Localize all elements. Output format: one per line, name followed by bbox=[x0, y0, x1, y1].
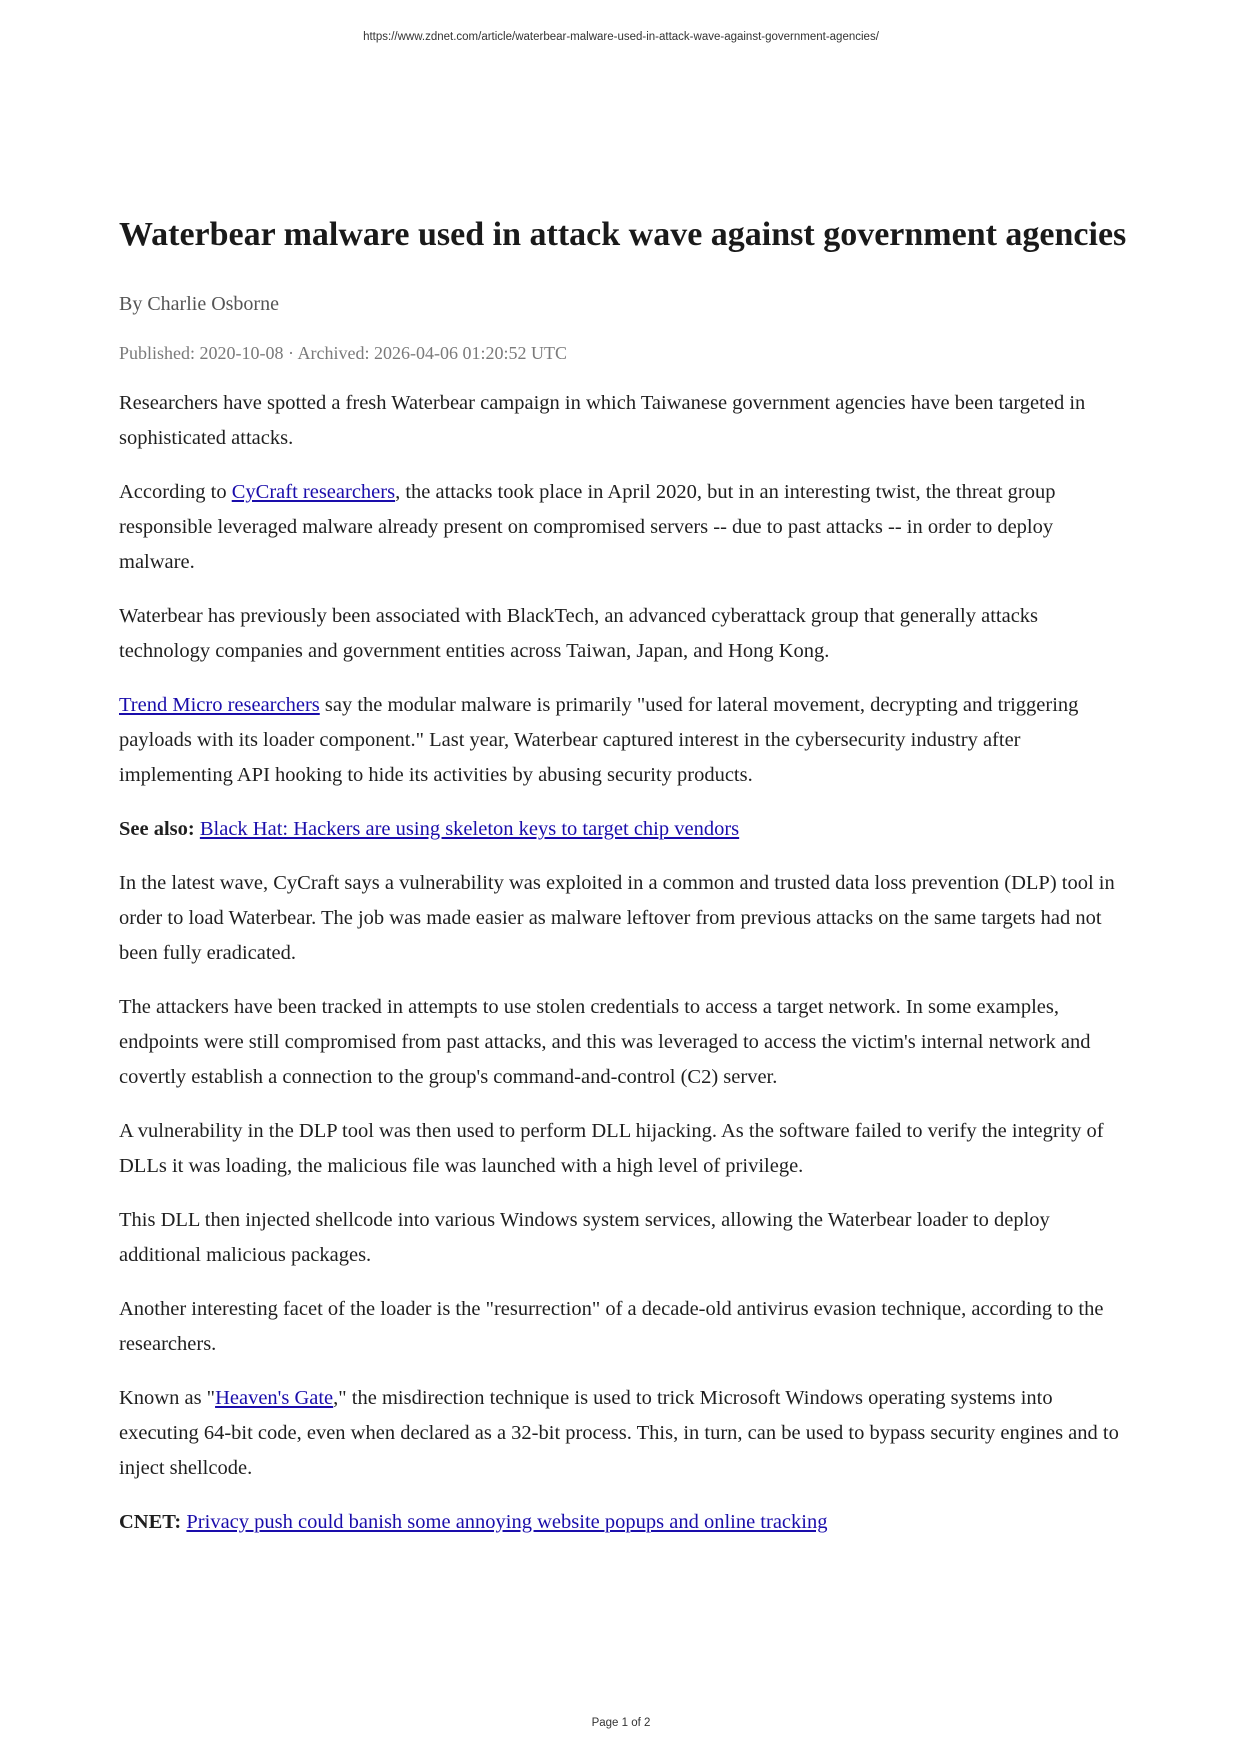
paragraph-2-text-after: , the attacks took place in April 2020, but in an interesting twist, the threat group responsible leveraged malware already present on compromised servers -- due to past attacks -- in order to deploy malware. bbox=[119, 481, 1056, 573]
see-also-link[interactable]: Black Hat: Hackers are using skeleton keys to target chip vendors bbox=[199, 818, 740, 840]
paragraph-2 bbox=[119, 475, 1129, 580]
see-also-label: See also: bbox=[119, 818, 195, 840]
paragraph-9: Another interesting facet of the loader is the "resurrection" of a decade-old antivirus evasion technique, according to the researchers. bbox=[119, 1298, 1104, 1355]
cnet-line bbox=[119, 1505, 1129, 1540]
paragraph-3: Waterbear has previously been associated with BlackTech, an advanced cyberattack group that generally attacks technology companies and government entities across Taiwan, Japan, and Hong Kong. bbox=[119, 605, 1039, 662]
cnet-label: CNET: bbox=[119, 1511, 182, 1533]
article-byline: By Charlie Osborne bbox=[119, 293, 279, 315]
page-url-header: https://www.zdnet.com/article/waterbear-malware-used-in-attack-wave-against-government-agencies/ bbox=[363, 31, 879, 43]
cycraft-researchers-link[interactable]: CyCraft researchers bbox=[231, 481, 396, 503]
article bbox=[119, 207, 1129, 1540]
paragraph-10 bbox=[119, 1381, 1129, 1486]
paragraph-5: In the latest wave, CyCraft says a vulnerability was exploited in a common and trusted data loss prevention (DLP) tool in order to load Waterbear. The job was made easier as malware leftover from previous attacks on the same targets had not been fully eradicated. bbox=[119, 872, 1115, 964]
article-meta: Published: 2020-10-08 · Archived: 2026-04-06 01:20:52 UTC bbox=[119, 343, 567, 363]
trend-micro-researchers-link[interactable]: Trend Micro researchers bbox=[119, 694, 320, 716]
cnet-link[interactable]: Privacy push could banish some annoying website popups and online tracking bbox=[186, 1511, 828, 1533]
paragraph-4 bbox=[119, 688, 1129, 793]
paragraph-10-text-after: ," the misdirection technique is used to trick Microsoft Windows operating systems into executing 64-bit code, even when declared as a 32-bit process. This, in turn, can be used to bypass security engines and to inject shellcode. bbox=[119, 1387, 1119, 1479]
paragraph-2-text-before: According to bbox=[119, 481, 232, 503]
paragraph-6: The attackers have been tracked in attempts to use stolen credentials to access a target network. In some examples, endpoints were still compromised from past attacks, and this was leveraged to access the victim's internal network and covertly establish a connection to the group's command-and-control (C2) server. bbox=[119, 996, 1091, 1088]
article-title: Waterbear malware used in attack wave against government agencies bbox=[119, 216, 1127, 253]
paragraph-4-text-after: say the modular malware is primarily "used for lateral movement, decrypting and triggering payloads with its loader component." Last year, Waterbear captured interest in the cybersecurity industry after implementing API hooking to hide its activities by abusing security products. bbox=[119, 694, 1079, 786]
paragraph-10-text-before: Known as " bbox=[119, 1387, 216, 1409]
page-number-footer: Page 1 of 2 bbox=[591, 1717, 651, 1729]
heavens-gate-link[interactable]: Heaven's Gate bbox=[215, 1387, 334, 1409]
paragraph-7: A vulnerability in the DLP tool was then used to perform DLL hijacking. As the software failed to verify the integrity of DLLs it was loading, the malicious file was launched with a high level of privilege. bbox=[119, 1120, 1104, 1177]
see-also-line bbox=[119, 812, 1129, 847]
paragraph-8: This DLL then injected shellcode into various Windows system services, allowing the Waterbear loader to deploy additional malicious packages. bbox=[119, 1209, 1050, 1266]
paragraph-1: Researchers have spotted a fresh Waterbear campaign in which Taiwanese government agencies have been targeted in sophisticated attacks. bbox=[119, 392, 1086, 449]
